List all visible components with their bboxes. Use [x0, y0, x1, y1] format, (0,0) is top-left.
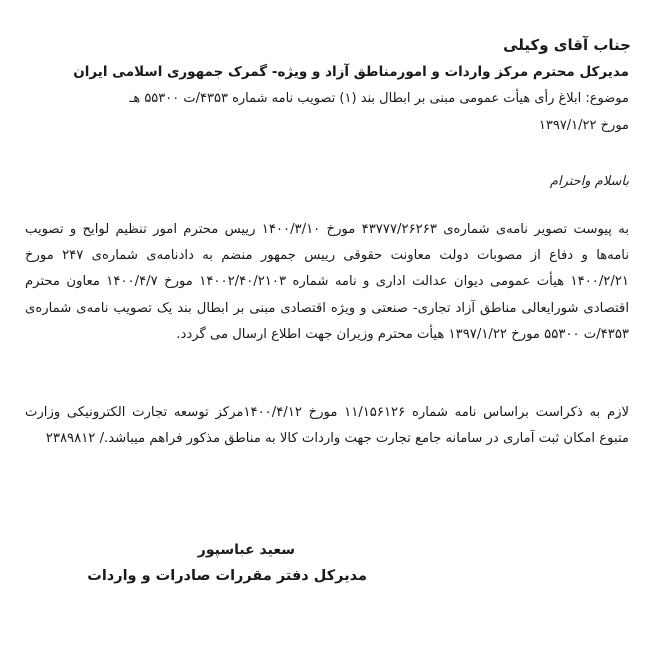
addressee-title: مدیرکل محترم مرکز واردات و امورمناطق آزاد و ویژه- گمرک جمهوری اسلامی ایران — [73, 64, 629, 80]
body-paragraph-1: به پیوست تصویر نامه‌ی شماره‌ی ۴۳۷۷۷/۲۶۲۶۳ مورخ ۱۴۰۰/۳/۱۰ رییس محترم امور تنظیم لوایح و تصویب نامه‌ها و دفاع از مصوبات دولت معاونت حقوقی رییس جمهور منضم به دادنامه‌ی شماره‌ی ۲۴۷ مورخ ۱۴۰۰/۲/۲۱ هیأت عمومی دیوان عدالت اداری و نامه شماره ۱۴۰۰۲/۴۰/۲۱۰۳ مورخ ۱۴۰۰/۴/۷ معاون محترم اقتصادی شورایعالی مناطق آزاد تجاری- صنعتی و ویژه اقتصادی مبنی بر ابطال بند یک تصویب نامه‌ی شماره‌ی ۴۳۵۳/ت ۵۵۳۰۰ مورخ ۱۳۹۷/۱/۲۲ هیأت محترم وزیران جهت اطلاع ارسال می گردد. — [25, 222, 629, 342]
signer-title: مدیرکل دفتر مقررات صادرات و واردات — [87, 568, 367, 584]
body-paragraph-2: لازم به ذکراست براساس نامه شماره ۱۱/۱۵۶۱۲۶ مورخ ۱۴۰۰/۴/۱۲مرکز توسعه تجارت الکترونیکی وزارت متبوع امکان ثبت آماری در سامانه جامع تجارت جهت واردات کالا به مناطق مذکور فراهم میباشد./ ۲۳۸۹۸۱۲ — [25, 405, 629, 447]
greeting: باسلام واحترام — [549, 174, 629, 189]
addressee: جناب آقای وکیلی — [503, 36, 631, 54]
signer-name: سعید عباسپور — [197, 542, 295, 558]
subject-line: موضوع: ابلاغ رأی هیأت عمومی مبنی بر ابطال بند (۱) تصویب نامه شماره ۴۳۵۳/ت ۵۵۳۰۰ هـ — [129, 91, 629, 106]
subject-date: مورخ ۱۳۹۷/۱/۲۲ — [538, 118, 629, 133]
